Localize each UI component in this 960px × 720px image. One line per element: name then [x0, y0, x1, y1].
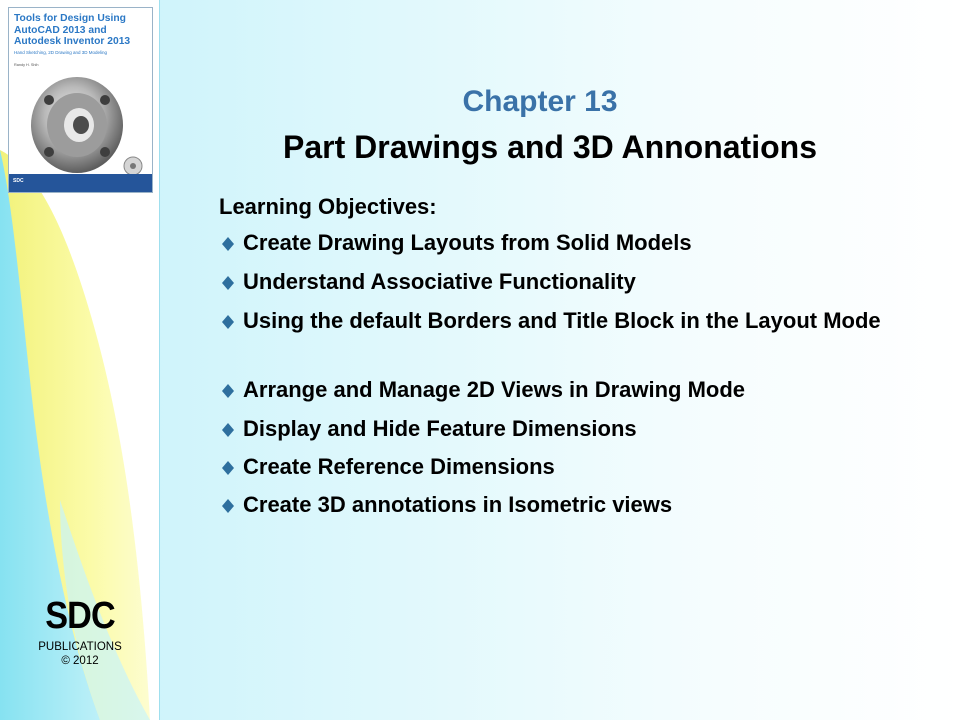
list-item	[219, 227, 919, 259]
list-item	[219, 489, 919, 521]
objective-text: Using the default Borders and Title Block in the Layout Mode	[243, 308, 881, 333]
list-item	[219, 305, 919, 337]
page-title: Part Drawings and 3D Annonations	[283, 129, 817, 165]
sdc-logo-word: SDC	[45, 595, 115, 637]
objective-text: Create Reference Dimensions	[243, 454, 555, 479]
diamond-icon	[222, 423, 234, 437]
objectives-heading: Learning Objectives:	[219, 194, 437, 219]
objective-text: Understand Associative Functionality	[243, 269, 636, 294]
diamond-icon	[222, 461, 234, 475]
book-publisher-logo: SDC	[13, 178, 24, 184]
sdc-publications-logo	[20, 596, 140, 668]
book-cover	[8, 7, 153, 193]
book-author: Randy H. Shih	[14, 63, 39, 67]
book-title: Tools for Design Using AutoCAD 2013 and Autodesk Inventor 2013	[14, 13, 131, 48]
diamond-icon	[222, 384, 234, 398]
sdc-logo-copyright: © 2012	[61, 655, 99, 667]
diamond-icon	[222, 499, 234, 513]
sdc-logo-publications: PUBLICATIONS	[38, 641, 122, 653]
list-item	[219, 266, 919, 298]
diamond-icon	[222, 276, 234, 290]
objective-text: Create 3D annotations in Isometric views	[243, 492, 673, 517]
objective-text: Create Drawing Layouts from Solid Models	[243, 230, 692, 255]
diamond-icon	[222, 315, 234, 329]
objective-text: Display and Hide Feature Dimensions	[243, 416, 637, 441]
sidebar	[0, 0, 160, 720]
gear-part-icon	[19, 70, 149, 180]
list-item	[219, 413, 919, 445]
list-item	[219, 451, 919, 483]
chapter-number: Chapter 13	[462, 85, 618, 118]
book-cover-band	[9, 174, 153, 192]
objective-text: Arrange and Manage 2D Views in Drawing Mode	[243, 377, 746, 402]
list-item	[219, 374, 919, 406]
book-subtitle: Hand Sketching, 2D Drawing and 3D Modeling	[14, 50, 108, 55]
diamond-icon	[222, 237, 234, 251]
